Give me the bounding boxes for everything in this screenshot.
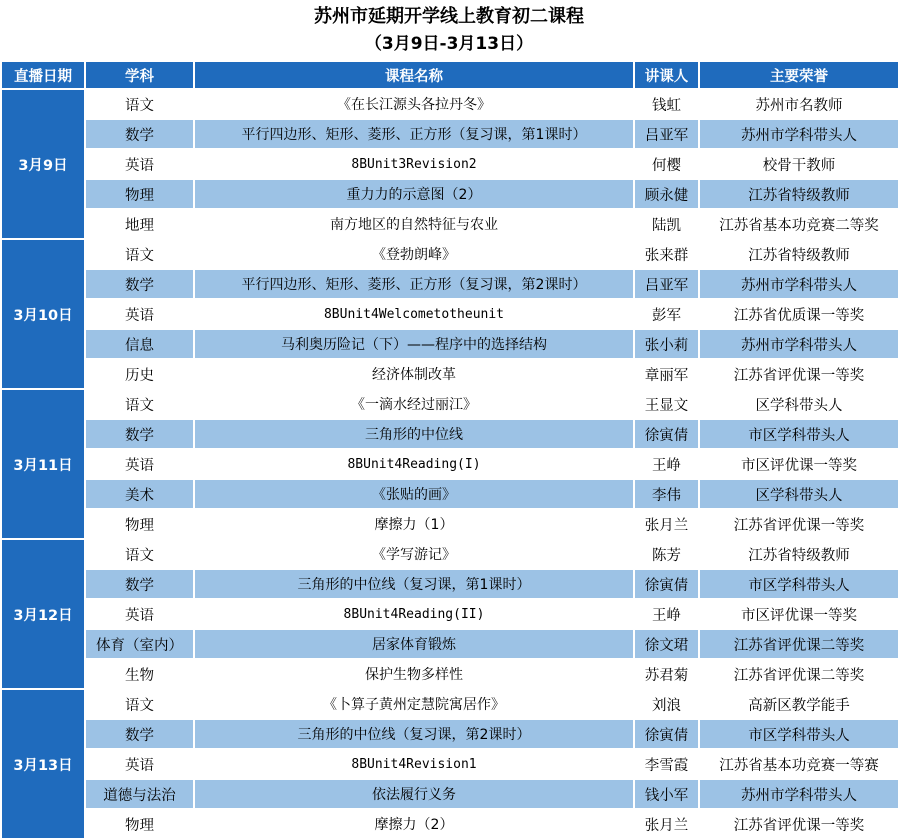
subject-cell: 体育（室内） <box>85 629 194 659</box>
subject-cell: 英语 <box>85 149 194 179</box>
honor-cell: 市区评优课一等奖 <box>699 599 898 629</box>
table-row <box>1 269 898 299</box>
subject-cell: 历史 <box>85 359 194 389</box>
course-cell: 摩擦力（1） <box>194 509 634 539</box>
teacher-cell: 徐寅倩 <box>634 419 699 449</box>
teacher-cell: 徐文珺 <box>634 629 699 659</box>
subject-cell: 道德与法治 <box>85 779 194 809</box>
honor-cell: 江苏省评优课二等奖 <box>699 629 898 659</box>
date-cell: 3月9日 <box>1 89 85 239</box>
subject-cell: 信息 <box>85 329 194 359</box>
course-cell: 《张贴的画》 <box>194 479 634 509</box>
subject-cell: 英语 <box>85 299 194 329</box>
table-row <box>1 599 898 629</box>
teacher-cell: 张来群 <box>634 239 699 269</box>
subject-cell: 生物 <box>85 659 194 689</box>
subject-cell: 语文 <box>85 689 194 719</box>
subject-cell: 物理 <box>85 809 194 839</box>
subject-cell: 数学 <box>85 119 194 149</box>
date-cell: 3月13日 <box>1 689 85 839</box>
teacher-cell: 何樱 <box>634 149 699 179</box>
course-cell: 8BUnit4Welcometotheunit <box>194 299 634 329</box>
header-teacher: 讲课人 <box>634 61 699 89</box>
table-row <box>1 509 898 539</box>
date-cell: 3月12日 <box>1 539 85 689</box>
table-row <box>1 629 898 659</box>
course-cell: 8BUnit3Revision2 <box>194 149 634 179</box>
teacher-cell: 顾永健 <box>634 179 699 209</box>
honor-cell: 苏州市学科带头人 <box>699 119 898 149</box>
honor-cell: 高新区教学能手 <box>699 689 898 719</box>
date-cell: 3月10日 <box>1 239 85 389</box>
table-row <box>1 689 898 719</box>
header-subject: 学科 <box>85 61 194 89</box>
subject-cell: 英语 <box>85 449 194 479</box>
teacher-cell: 苏君菊 <box>634 659 699 689</box>
table-row <box>1 179 898 209</box>
course-cell: 南方地区的自然特征与农业 <box>194 209 634 239</box>
table-row <box>1 89 898 119</box>
teacher-cell: 吕亚军 <box>634 119 699 149</box>
course-cell: 《一滴水经过丽江》 <box>194 389 634 419</box>
honor-cell: 江苏省评优课一等奖 <box>699 509 898 539</box>
honor-cell: 校骨干教师 <box>699 149 898 179</box>
subject-cell: 语文 <box>85 389 194 419</box>
subject-cell: 物理 <box>85 179 194 209</box>
table-row <box>1 569 898 599</box>
teacher-cell: 吕亚军 <box>634 269 699 299</box>
schedule-table <box>0 60 898 840</box>
teacher-cell: 陈芳 <box>634 539 699 569</box>
header-row <box>1 61 898 89</box>
date-cell: 3月11日 <box>1 389 85 539</box>
honor-cell: 市区学科带头人 <box>699 419 898 449</box>
subject-cell: 数学 <box>85 719 194 749</box>
honor-cell: 市区评优课一等奖 <box>699 449 898 479</box>
course-cell: 三角形的中位线（复习课，第2课时） <box>194 719 634 749</box>
course-cell: 三角形的中位线 <box>194 419 634 449</box>
table-row <box>1 449 898 479</box>
course-cell: 平行四边形、矩形、菱形、正方形（复习课，第2课时） <box>194 269 634 299</box>
subject-cell: 数学 <box>85 419 194 449</box>
course-cell: 三角形的中位线（复习课，第1课时） <box>194 569 634 599</box>
course-cell: 依法履行义务 <box>194 779 634 809</box>
course-cell: 保护生物多样性 <box>194 659 634 689</box>
honor-cell: 江苏省评优课二等奖 <box>699 659 898 689</box>
teacher-cell: 李伟 <box>634 479 699 509</box>
subject-cell: 物理 <box>85 509 194 539</box>
subject-cell: 英语 <box>85 749 194 779</box>
table-row <box>1 209 898 239</box>
subject-cell: 地理 <box>85 209 194 239</box>
honor-cell: 区学科带头人 <box>699 479 898 509</box>
title-block <box>0 0 898 60</box>
honor-cell: 江苏省评优课一等奖 <box>699 359 898 389</box>
teacher-cell: 张月兰 <box>634 509 699 539</box>
teacher-cell: 钱虹 <box>634 89 699 119</box>
teacher-cell: 章丽军 <box>634 359 699 389</box>
table-row <box>1 809 898 839</box>
course-cell: 《在长江源头各拉丹冬》 <box>194 89 634 119</box>
subject-cell: 语文 <box>85 89 194 119</box>
honor-cell: 江苏省特级教师 <box>699 179 898 209</box>
teacher-cell: 刘浪 <box>634 689 699 719</box>
honor-cell: 江苏省特级教师 <box>699 539 898 569</box>
course-cell: 经济体制改革 <box>194 359 634 389</box>
table-row <box>1 479 898 509</box>
subject-cell: 数学 <box>85 269 194 299</box>
table-row <box>1 239 898 269</box>
honor-cell: 江苏省特级教师 <box>699 239 898 269</box>
course-cell: 8BUnit4Reading(I) <box>194 449 634 479</box>
subject-cell: 英语 <box>85 599 194 629</box>
table-row <box>1 419 898 449</box>
subject-cell: 美术 <box>85 479 194 509</box>
teacher-cell: 王峥 <box>634 599 699 629</box>
course-cell: 重力力的示意图（2） <box>194 179 634 209</box>
honor-cell: 江苏省优质课一等奖 <box>699 299 898 329</box>
course-cell: 平行四边形、矩形、菱形、正方形（复习课，第1课时） <box>194 119 634 149</box>
honor-cell: 市区学科带头人 <box>699 719 898 749</box>
honor-cell: 苏州市名教师 <box>699 89 898 119</box>
header-date: 直播日期 <box>1 61 85 89</box>
honor-cell: 江苏省基本功竞赛二等奖 <box>699 209 898 239</box>
page-title: 苏州市延期开学线上教育初二课程 <box>314 6 584 27</box>
honor-cell: 苏州市学科带头人 <box>699 329 898 359</box>
teacher-cell: 钱小军 <box>634 779 699 809</box>
honor-cell: 区学科带头人 <box>699 389 898 419</box>
subject-cell: 语文 <box>85 239 194 269</box>
table-row <box>1 149 898 179</box>
page-subtitle: （3月9日-3月13日） <box>364 34 534 54</box>
teacher-cell: 张小莉 <box>634 329 699 359</box>
table-row <box>1 749 898 779</box>
table-row <box>1 299 898 329</box>
honor-cell: 市区学科带头人 <box>699 569 898 599</box>
course-cell: 《卜算子黄州定慧院寓居作》 <box>194 689 634 719</box>
course-cell: 《学写游记》 <box>194 539 634 569</box>
teacher-cell: 徐寅倩 <box>634 719 699 749</box>
table-row <box>1 359 898 389</box>
header-course: 课程名称 <box>194 61 634 89</box>
honor-cell: 苏州市学科带头人 <box>699 269 898 299</box>
subject-cell: 语文 <box>85 539 194 569</box>
teacher-cell: 张月兰 <box>634 809 699 839</box>
honor-cell: 江苏省评优课一等奖 <box>699 809 898 839</box>
schedule-body <box>1 89 898 839</box>
teacher-cell: 王峥 <box>634 449 699 479</box>
course-cell: 《登勃朗峰》 <box>194 239 634 269</box>
course-cell: 8BUnit4Reading(II) <box>194 599 634 629</box>
course-cell: 摩擦力（2） <box>194 809 634 839</box>
header-honor: 主要荣誉 <box>699 61 898 89</box>
table-row <box>1 719 898 749</box>
teacher-cell: 王显文 <box>634 389 699 419</box>
course-cell: 8BUnit4Revision1 <box>194 749 634 779</box>
table-row <box>1 389 898 419</box>
table-row <box>1 539 898 569</box>
course-cell: 居家体育锻炼 <box>194 629 634 659</box>
table-row <box>1 119 898 149</box>
teacher-cell: 陆凯 <box>634 209 699 239</box>
teacher-cell: 李雪霞 <box>634 749 699 779</box>
table-row <box>1 659 898 689</box>
honor-cell: 江苏省基本功竞赛一等赛 <box>699 749 898 779</box>
honor-cell: 苏州市学科带头人 <box>699 779 898 809</box>
teacher-cell: 徐寅倩 <box>634 569 699 599</box>
course-cell: 马利奥历险记（下）——程序中的选择结构 <box>194 329 634 359</box>
table-row <box>1 779 898 809</box>
table-row <box>1 329 898 359</box>
teacher-cell: 彭军 <box>634 299 699 329</box>
subject-cell: 数学 <box>85 569 194 599</box>
